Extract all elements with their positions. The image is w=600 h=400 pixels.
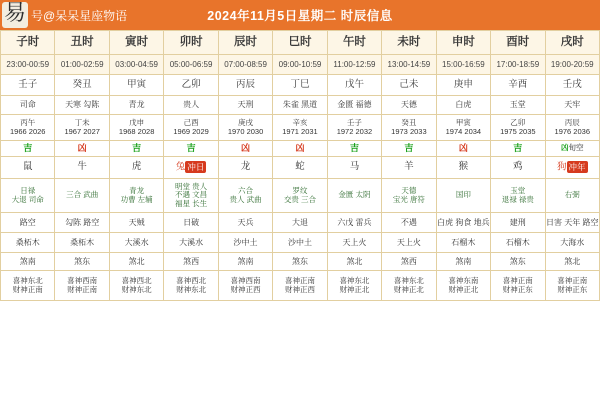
jixiong-cell: 凶旬空 — [545, 141, 599, 157]
hour-range-cell: 07:00-08:59 — [218, 55, 272, 75]
year-pair-cell: 甲寅 1974 2034 — [436, 115, 490, 141]
shensha-cell: 明堂 贵人 不遇 文昌 福星 长生 — [164, 179, 218, 213]
shafang-cell: 煞西 — [164, 253, 218, 271]
ganzhi-cell: 己未 — [382, 75, 436, 96]
zodiac-clash-cell: 猴 — [436, 157, 490, 179]
jixiong-cell: 凶 — [436, 141, 490, 157]
nayin-cell: 沙中土 — [218, 233, 272, 253]
nayin-cell: 石榴木 — [491, 233, 545, 253]
shensha-cell: 右弼 — [545, 179, 599, 213]
shafang-cell: 煞北 — [109, 253, 163, 271]
kongwang-cell: 建刑 — [491, 213, 545, 233]
logo-glyph: 易 — [3, 2, 26, 26]
hour-header-cell: 巳时 — [273, 31, 327, 55]
shafang-cell: 煞北 — [545, 253, 599, 271]
jixiong-cell: 吉 — [109, 141, 163, 157]
hour-header-cell: 丑时 — [55, 31, 109, 55]
year-pair-cell: 壬子 1972 2032 — [327, 115, 381, 141]
twelve-gods-cell: 朱雀 黑道 — [273, 96, 327, 115]
twelve-gods-cell: 白虎 — [436, 96, 490, 115]
jixiong-cell: 吉 — [1, 141, 55, 157]
shafang-cell: 煞南 — [1, 253, 55, 271]
year-pair-cell: 丙午 1966 2026 — [1, 115, 55, 141]
kongwang-cell: 不遇 — [382, 213, 436, 233]
hour-range-cell: 23:00-00:59 — [1, 55, 55, 75]
ganzhi-cell: 庚申 — [436, 75, 490, 96]
nayin — [1, 233, 600, 253]
caishen-cell: 喜神西北 财神东北 — [164, 271, 218, 301]
year-pair-cell: 庚戌 1970 2030 — [218, 115, 272, 141]
logo-text: 号@呆呆星座物语 — [31, 8, 128, 23]
shensha-cell: 日禄 大退 司命 — [1, 179, 55, 213]
ganzhi-cell: 戊午 — [327, 75, 381, 96]
shensha-cell: 罗纹 交贵 三合 — [273, 179, 327, 213]
header-bar — [0, 0, 600, 30]
year-pair — [1, 115, 600, 141]
kongwang-cell: 六戊 雷兵 — [327, 213, 381, 233]
hour-info-table — [0, 30, 600, 301]
hour-header — [1, 31, 600, 55]
zodiac-clash — [1, 157, 600, 179]
shafang-cell: 煞东 — [273, 253, 327, 271]
nayin-cell: 石榴木 — [436, 233, 490, 253]
zodiac-clash-cell: 羊 — [382, 157, 436, 179]
shafang — [1, 253, 600, 271]
shensha-cell: 金匮 太阴 — [327, 179, 381, 213]
zodiac-clash-cell: 蛇 — [273, 157, 327, 179]
hour-range-cell: 13:00-14:59 — [382, 55, 436, 75]
kongwang-cell: 日破 — [164, 213, 218, 233]
hour-header-cell: 辰时 — [218, 31, 272, 55]
caishen-cell: 喜神东北 财神正北 — [382, 271, 436, 301]
hour-range-cell: 05:00-06:59 — [164, 55, 218, 75]
jixiong-cell: 吉 — [327, 141, 381, 157]
kongwang-cell: 天兵 — [218, 213, 272, 233]
ganzhi-cell: 壬戌 — [545, 75, 599, 96]
caishen-cell: 喜神正南 财神正东 — [491, 271, 545, 301]
shensha-cell: 玉堂 退禄 禄贵 — [491, 179, 545, 213]
hour-range-cell: 09:00-10:59 — [273, 55, 327, 75]
page-title: 2024年11月5日星期二 时辰信息 — [207, 9, 393, 23]
hour-header-cell: 卯时 — [164, 31, 218, 55]
ganzhi-cell: 丙辰 — [218, 75, 272, 96]
shensha-cell: 青龙 功曹 左辅 — [109, 179, 163, 213]
shensha-cell: 六合 贵人 武曲 — [218, 179, 272, 213]
hour-header-cell: 戌时 — [545, 31, 599, 55]
ganzhi-cell: 辛酉 — [491, 75, 545, 96]
kongwang-cell: 勾陈 路空 — [55, 213, 109, 233]
caishen-cell: 喜神西南 财神正南 — [55, 271, 109, 301]
nayin-cell: 大海水 — [545, 233, 599, 253]
zodiac-clash-cell: 兔 冲日 — [164, 157, 218, 179]
shensha — [1, 179, 600, 213]
zodiac-clash-cell: 狗 冲年 — [545, 157, 599, 179]
zodiac-clash-cell: 马 — [327, 157, 381, 179]
ganzhi-cell: 丁巳 — [273, 75, 327, 96]
jixiong-cell: 吉 — [164, 141, 218, 157]
ganzhi — [1, 75, 600, 96]
hour-range-cell: 15:00-16:59 — [436, 55, 490, 75]
zodiac-clash-cell: 鼠 — [1, 157, 55, 179]
nayin-cell: 天上火 — [382, 233, 436, 253]
shensha-cell: 国印 — [436, 179, 490, 213]
caishen-cell: 喜神东北 财神正北 — [327, 271, 381, 301]
ganzhi-cell: 乙卯 — [164, 75, 218, 96]
kongwang-cell: 天贼 — [109, 213, 163, 233]
zodiac-clash-cell: 牛 — [55, 157, 109, 179]
jixiong-cell: 凶 — [218, 141, 272, 157]
hour-header-cell: 子时 — [1, 31, 55, 55]
hour-range-cell: 19:00-20:59 — [545, 55, 599, 75]
twelve-gods-cell: 青龙 — [109, 96, 163, 115]
year-pair-cell: 辛亥 1971 2031 — [273, 115, 327, 141]
caishen-cell: 喜神西南 财神正西 — [218, 271, 272, 301]
twelve-gods-cell: 天刑 — [218, 96, 272, 115]
zodiac-clash-cell: 龙 — [218, 157, 272, 179]
nayin-cell: 大溪水 — [164, 233, 218, 253]
shensha-cell: 三合 武曲 — [55, 179, 109, 213]
year-pair-cell: 戊申 1968 2028 — [109, 115, 163, 141]
twelve-gods-cell: 天牢 — [545, 96, 599, 115]
hour-range — [1, 55, 600, 75]
hour-range-cell: 03:00-04:59 — [109, 55, 163, 75]
twelve-gods — [1, 96, 600, 115]
ganzhi-cell: 壬子 — [1, 75, 55, 96]
year-pair-cell: 癸丑 1973 2033 — [382, 115, 436, 141]
kongwang — [1, 213, 600, 233]
year-pair-cell: 己酉 1969 2029 — [164, 115, 218, 141]
shafang-cell: 煞西 — [382, 253, 436, 271]
hour-range-cell: 11:00-12:59 — [327, 55, 381, 75]
ganzhi-cell: 癸丑 — [55, 75, 109, 96]
table-body — [1, 31, 600, 301]
hour-range-cell: 01:00-02:59 — [55, 55, 109, 75]
shafang-cell: 煞东 — [491, 253, 545, 271]
hour-header-cell: 寅时 — [109, 31, 163, 55]
twelve-gods-cell: 天德 — [382, 96, 436, 115]
twelve-gods-cell: 贵人 — [164, 96, 218, 115]
kongwang-cell: 大退 — [273, 213, 327, 233]
caishen — [1, 271, 600, 301]
year-pair-cell: 丙辰 1976 2036 — [545, 115, 599, 141]
caishen-cell: 喜神东南 财神正北 — [436, 271, 490, 301]
shafang-cell: 煞北 — [327, 253, 381, 271]
shafang-cell: 煞东 — [55, 253, 109, 271]
caishen-cell: 喜神正南 财神正西 — [273, 271, 327, 301]
hour-header-cell: 申时 — [436, 31, 490, 55]
jixiong-cell: 吉 — [382, 141, 436, 157]
jixiong — [1, 141, 600, 157]
twelve-gods-cell: 玉堂 — [491, 96, 545, 115]
year-pair-cell: 乙卯 1975 2035 — [491, 115, 545, 141]
hour-range-cell: 17:00-18:59 — [491, 55, 545, 75]
kongwang-cell: 白虎 狗食 地兵 — [436, 213, 490, 233]
hour-header-cell: 午时 — [327, 31, 381, 55]
jixiong-cell: 吉 — [491, 141, 545, 157]
nayin-cell: 桑柘木 — [55, 233, 109, 253]
hour-header-cell: 酉时 — [491, 31, 545, 55]
jixiong-cell: 凶 — [273, 141, 327, 157]
twelve-gods-cell: 天寒 勾陈 — [55, 96, 109, 115]
nayin-cell: 天上火 — [327, 233, 381, 253]
ganzhi-cell: 甲寅 — [109, 75, 163, 96]
caishen-cell: 喜神西北 财神东北 — [109, 271, 163, 301]
kongwang-cell: 日害 天年 路空 — [545, 213, 599, 233]
nayin-cell: 大溪水 — [109, 233, 163, 253]
twelve-gods-cell: 司命 — [1, 96, 55, 115]
nayin-cell: 桑柘木 — [1, 233, 55, 253]
kongwang-cell: 路空 — [1, 213, 55, 233]
shensha-cell: 天德 宝光 唐符 — [382, 179, 436, 213]
zodiac-clash-cell: 鸡 — [491, 157, 545, 179]
hour-header-cell: 未时 — [382, 31, 436, 55]
nayin-cell: 沙中土 — [273, 233, 327, 253]
twelve-gods-cell: 金匮 福德 — [327, 96, 381, 115]
shafang-cell: 煞南 — [218, 253, 272, 271]
zodiac-clash-cell: 虎 — [109, 157, 163, 179]
shafang-cell: 煞南 — [436, 253, 490, 271]
year-pair-cell: 丁未 1967 2027 — [55, 115, 109, 141]
jixiong-cell: 凶 — [55, 141, 109, 157]
caishen-cell: 喜神正南 财神正东 — [545, 271, 599, 301]
caishen-cell: 喜神东北 财神正南 — [1, 271, 55, 301]
